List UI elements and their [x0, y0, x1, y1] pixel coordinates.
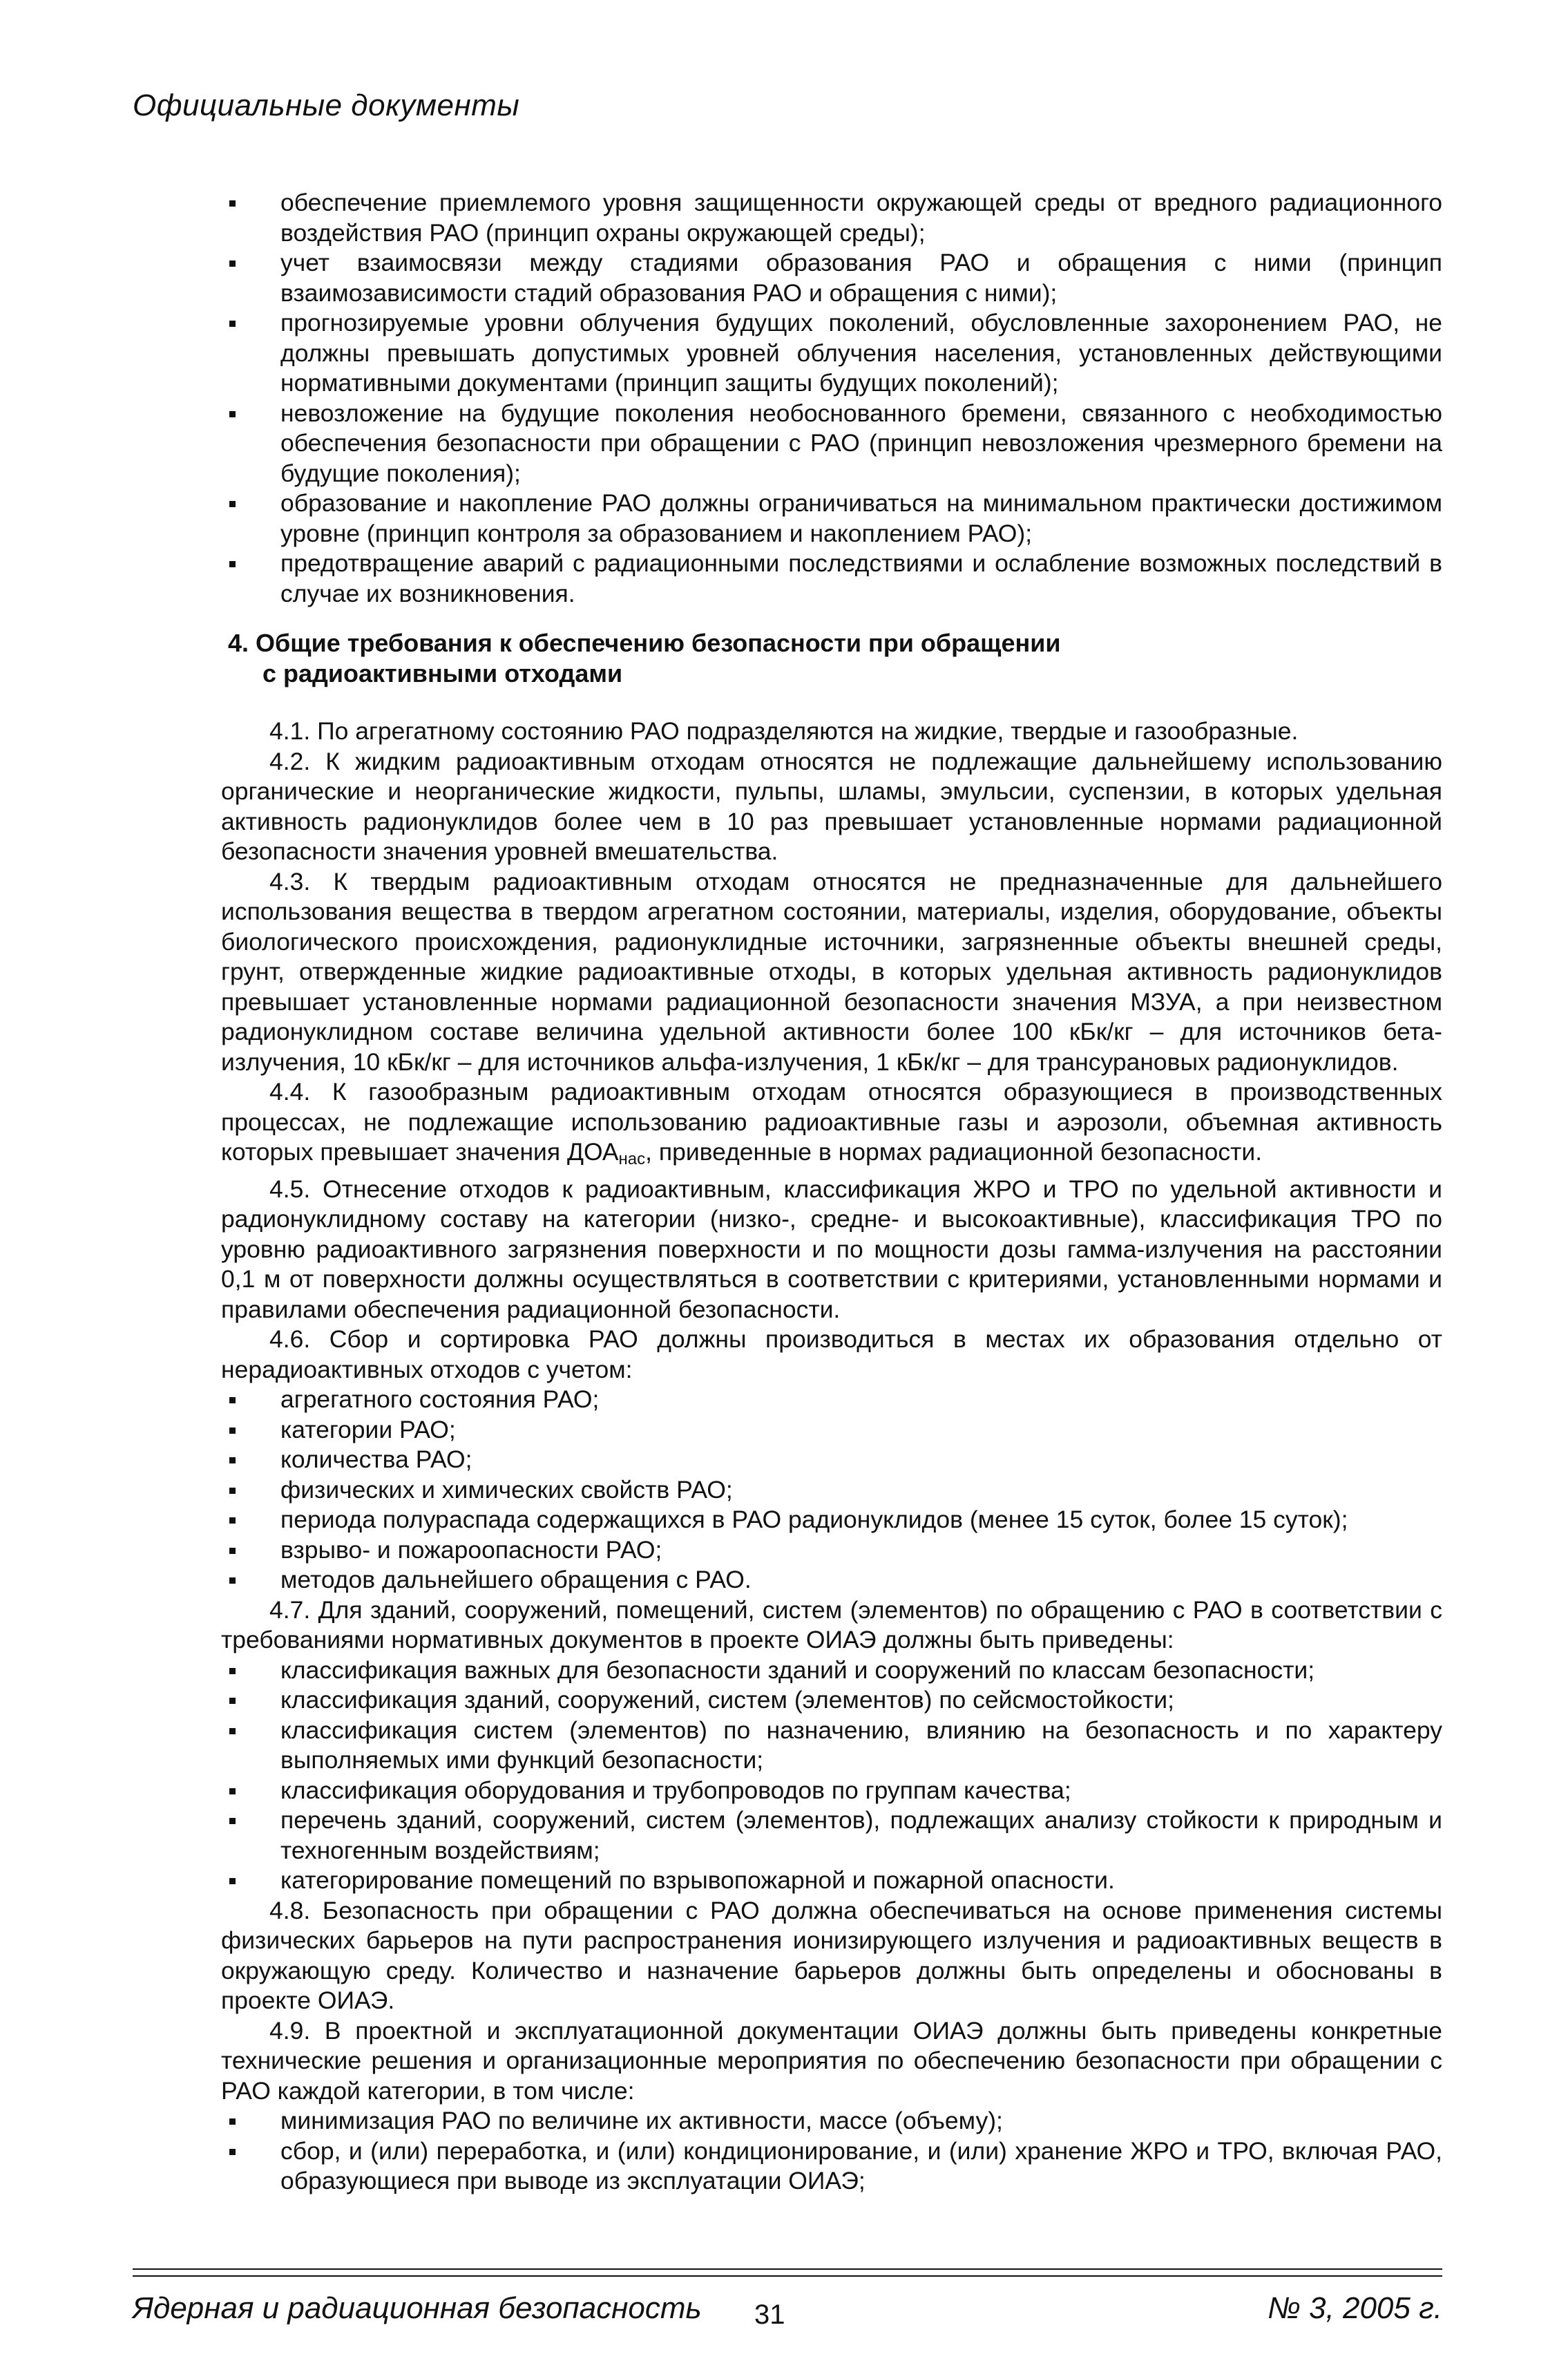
footer-rule-bottom	[133, 2275, 1442, 2277]
list-4-6	[221, 1385, 1442, 1595]
paragraph-4-5: 4.5. Отнесение отходов к радиоактивным, классификация ЖРО и ТРО по удельной активности и радионуклидному составу на категории (низко-, средне- и высокоактивные), классификация ТРО по уровню радиоактивного загрязнения поверхности и по мощности дозы гамма-излучения на расстоянии 0,1 м от поверхности должны осуществляться в соответствии с критериями, установленными нормами и правилами обеспечения радиационной безопасности.	[221, 1175, 1442, 1323]
list-4-7	[221, 1656, 1442, 1896]
list-item: количества РАО;	[221, 1445, 1442, 1475]
list-item: физических и химических свойств РАО;	[221, 1475, 1442, 1506]
journal-title: Ядерная и радиационная безопасность	[133, 2291, 702, 2325]
paragraph-4-4-text: 4.4. К газообразным радиоактивным отходам относятся образующиеся в производственных процессах, не подлежащие использованию радиоактивные газы и аэрозоли, объемная активность которых превышает значения ДОА	[221, 1078, 1442, 1166]
section-heading	[221, 628, 1442, 689]
list-item: обеспечение приемлемого уровня защищенности окружающей среды от вредного радиационного воздействия РАО (принцип охраны окружающей среды);	[221, 188, 1442, 248]
paragraph-4-2: 4.2. К жидким радиоактивным отходам относятся не подлежащие дальнейшему использованию органические и неорганические жидкости, пульпы, шламы, эмульсии, суспензии, в которых удельная активность радионуклидов более чем в 10 раз превышает установленные нормами радиационной безопасности значения уровней вмешательства.	[221, 747, 1442, 865]
paragraph-4-1: 4.1. По агрегатному состоянию РАО подразделяются на жидкие, твердые и газообразные.	[269, 717, 1299, 745]
list-item: предотвращение аварий с радиационными последствиями и ослабление возможных последствий в случае их возникновения.	[221, 549, 1442, 609]
paragraph-4-8: 4.8. Безопасность при обращении с РАО должна обеспечиваться на основе применения системы физических барьеров на пути распространения ионизирующего излучения и радиоактивных веществ в окружающую среду. Количество и назначение барьеров должны быть определены и обоснованы в проекте ОИАЭ.	[221, 1896, 1442, 2014]
list-4-9	[221, 2106, 1442, 2197]
list-item: категории РАО;	[221, 1415, 1442, 1445]
list-item: прогнозируемые уровни облучения будущих поколений, обусловленные захоронением РАО, не должны превышать допустимых уровней облучения населения, установленных действующими нормативными документами (принцип защиты будущих поколений);	[221, 308, 1442, 399]
list-item: минимизация РАО по величине их активности, массе (объему);	[221, 2106, 1442, 2136]
principles-list	[221, 188, 1442, 609]
document-body	[221, 188, 1442, 2197]
paragraph-4-9: 4.9. В проектной и эксплуатационной документации ОИАЭ должны быть приведены конкретные технические решения и организационные мероприятия по обеспечению безопасности при обращении с РАО каждой категории, в том числе:	[221, 2016, 1442, 2105]
list-item: периода полураспада содержащихся в РАО радионуклидов (менее 15 суток, более 15 суток);	[221, 1505, 1442, 1535]
issue-number: № 3, 2005 г.	[1268, 2291, 1442, 2325]
list-item: классификация оборудования и трубопроводов по группам качества;	[221, 1776, 1442, 1806]
list-item: классификация систем (элементов) по назначению, влиянию на безопасность и по характеру выполняемых ими функций безопасности;	[221, 1716, 1442, 1776]
page-number: 31	[754, 2300, 785, 2330]
running-title: Официальные документы	[133, 88, 520, 122]
paragraph-4-7: 4.7. Для зданий, сооружений, помещений, систем (элементов) по обращению с РАО в соответствии с требованиями нормативных документов в проекте ОИАЭ должны быть приведены:	[221, 1595, 1442, 1653]
list-item: классификация важных для безопасности зданий и сооружений по классам безопасности;	[221, 1656, 1442, 1686]
section-heading-line2: с радиоактивными отходами	[262, 659, 623, 688]
paragraph-4-3: 4.3. К твердым радиоактивным отходам относятся не предназначенные для дальнейшего использования вещества в твердом агрегатном состоянии, материалы, изделия, оборудование, объекты биологического происхождения, радионуклидные источники, загрязненные объекты внешней среды, грунт, отвержденные жидкие радиоактивные отходы, в которых удельная активность радионуклидов превышает установленные нормами радиационной безопасности значения МЗУА, а при неизвестном радионуклидном составе величина удельной активности более 100 кБк/кг – для источников бета-излучения, 10 кБк/кг – для источников альфа-излучения, 1 кБк/кг – для трансурановых радионуклидов.	[221, 867, 1442, 1076]
list-item: агрегатного состояния РАО;	[221, 1385, 1442, 1415]
list-item: методов дальнейшего обращения с РАО.	[221, 1565, 1442, 1595]
footer-rule-top	[133, 2268, 1442, 2270]
list-item: образование и накопление РАО должны ограничиваться на минимальном практически достижимом уровне (принцип контроля за образованием и накоплением РАО);	[221, 489, 1442, 549]
paragraph-4-4	[221, 1077, 1442, 1175]
paragraph-4-6: 4.6. Сбор и сортировка РАО должны производиться в местах их образования отдельно от нерадиоактивных отходов с учетом:	[221, 1325, 1442, 1383]
list-item: учет взаимосвязи между стадиями образования РАО и обращения с ними (принцип взаимозависимости стадий образования РАО и обращения с ними);	[221, 248, 1442, 308]
list-item: перечень зданий, сооружений, систем (элементов), подлежащих анализу стойкости к природным и техногенным воздействиям;	[221, 1805, 1442, 1866]
list-item: категорирование помещений по взрывопожарной и пожарной опасности.	[221, 1866, 1442, 1896]
section-heading-line1: 4. Общие требования к обеспечению безопасности при обращении	[228, 629, 1061, 657]
list-item: сбор, и (или) переработка, и (или) кондиционирование, и (или) хранение ЖРО и ТРО, включая РАО, образующиеся при выводе из эксплуатации ОИАЭ;	[221, 2136, 1442, 2197]
list-item: взрыво- и пожароопасности РАО;	[221, 1535, 1442, 1566]
list-item: невозложение на будущие поколения необоснованного бремени, связанного с необходимостью обеспечения безопасности при обращении с РАО (принцип невозложения чрезмерного бремени на будущие поколения);	[221, 399, 1442, 489]
list-item: классификация зданий, сооружений, систем (элементов) по сейсмостойкости;	[221, 1685, 1442, 1716]
subscript-nas: нас	[618, 1150, 646, 1168]
paragraph-4-4-tail: , приведенные в нормах радиационной безопасности.	[645, 1138, 1263, 1166]
